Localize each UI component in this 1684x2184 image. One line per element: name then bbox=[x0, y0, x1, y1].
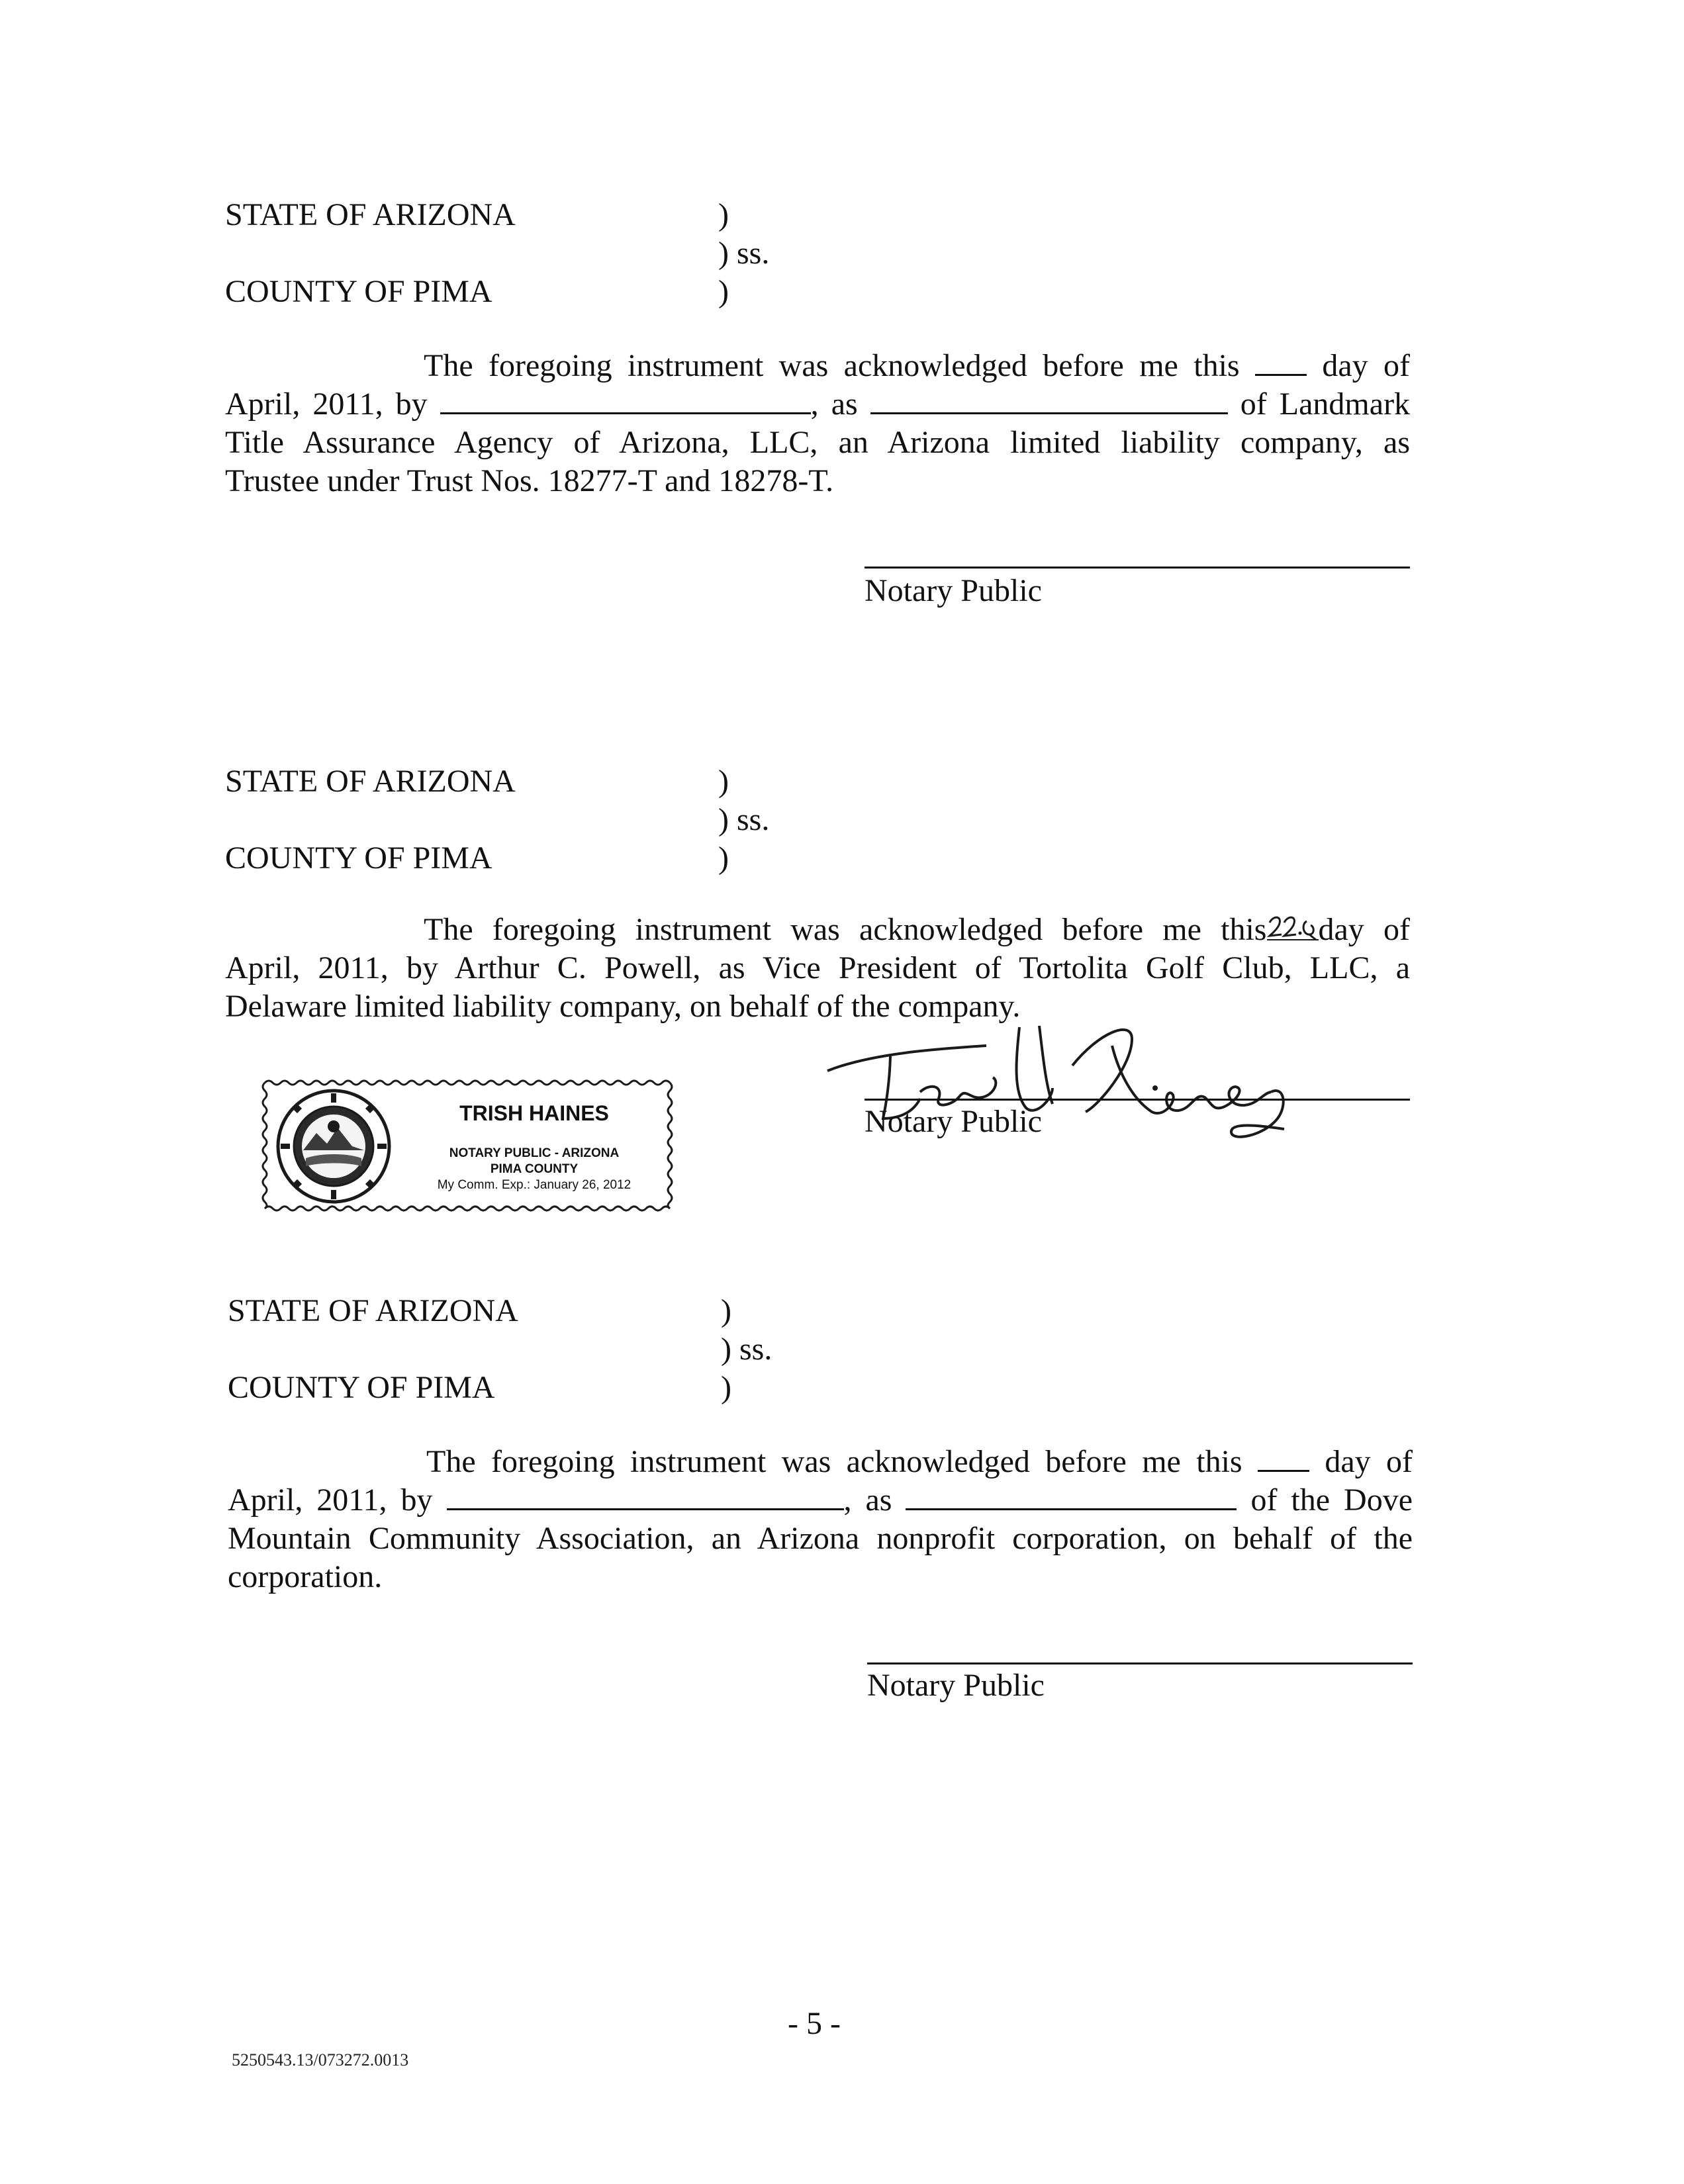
venue-ss: ) ss. bbox=[721, 1332, 772, 1367]
acknowledgment-paragraph-1 bbox=[225, 347, 1410, 500]
venue-paren: ) bbox=[718, 274, 729, 309]
venue-paren: ) bbox=[718, 764, 729, 799]
ack-text: The foregoing instrument was acknowledged before me this bbox=[424, 912, 1267, 947]
venue-ss: ) ss. bbox=[718, 236, 770, 271]
ack-text: of Landmark bbox=[1240, 387, 1411, 422]
venue-block-1 bbox=[225, 196, 821, 315]
ack-text: Mountain Community Association, an Arizona nonprofit corporation, on behalf of the bbox=[228, 1521, 1413, 1556]
ack-text: Trustee under Trust Nos. 18277-T and 18278-T. bbox=[225, 463, 834, 498]
signature-line bbox=[865, 1099, 1410, 1101]
stamp-title: NOTARY PUBLIC - ARIZONA bbox=[449, 1146, 620, 1160]
ack-text: , as bbox=[843, 1482, 892, 1518]
notary-public-label: Notary Public bbox=[865, 573, 1042, 608]
venue-block-3 bbox=[228, 1292, 823, 1411]
ack-text: day of bbox=[1325, 1444, 1413, 1479]
stamp-county: PIMA COUNTY bbox=[490, 1162, 579, 1176]
ack-text: The foregoing instrument was acknowledged before me this bbox=[426, 1444, 1242, 1479]
venue-paren: ) bbox=[718, 197, 729, 232]
venue-state: STATE OF ARIZONA bbox=[228, 1293, 518, 1328]
title-blank[interactable] bbox=[870, 386, 1228, 414]
venue-paren: ) bbox=[721, 1370, 731, 1405]
day-blank[interactable] bbox=[1255, 347, 1307, 376]
ack-text: Title Assurance Agency of Arizona, LLC, an Arizona limited liability company, as bbox=[225, 425, 1410, 460]
document-id: 5250543.13/073272.0013 bbox=[232, 2050, 409, 2070]
handwritten-day bbox=[1267, 913, 1319, 940]
stamp-notary-name: TRISH HAINES bbox=[459, 1101, 609, 1125]
venue-ss: ) ss. bbox=[718, 802, 770, 837]
ack-text: April, 2011, by bbox=[228, 1482, 433, 1518]
venue-county: COUNTY OF PIMA bbox=[228, 1370, 495, 1405]
name-blank[interactable] bbox=[440, 386, 811, 414]
notary-stamp bbox=[259, 1077, 675, 1214]
venue-state: STATE OF ARIZONA bbox=[225, 197, 516, 232]
venue-county: COUNTY OF PIMA bbox=[225, 274, 492, 309]
name-blank[interactable] bbox=[447, 1482, 844, 1510]
signature-line bbox=[867, 1662, 1413, 1664]
acknowledgment-paragraph-3 bbox=[228, 1443, 1413, 1596]
page-number: - 5 - bbox=[788, 2006, 841, 2041]
ack-text: April, 2011, by bbox=[225, 387, 428, 422]
ack-text: of the Dove bbox=[1250, 1482, 1413, 1518]
venue-block-2 bbox=[225, 762, 821, 882]
ack-text: day of bbox=[1318, 912, 1411, 947]
state-seal-icon bbox=[274, 1087, 393, 1206]
ack-text: , as bbox=[810, 387, 858, 422]
venue-county: COUNTY OF PIMA bbox=[225, 841, 492, 876]
title-blank[interactable] bbox=[906, 1482, 1237, 1510]
ack-text: corporation. bbox=[228, 1559, 383, 1594]
stamp-commission-expiry: My Comm. Exp.: January 26, 2012 bbox=[437, 1178, 632, 1192]
signature-line bbox=[865, 567, 1410, 569]
venue-paren: ) bbox=[721, 1293, 731, 1328]
notary-public-label: Notary Public bbox=[867, 1668, 1045, 1703]
notary-public-label: Notary Public bbox=[865, 1104, 1042, 1139]
venue-paren: ) bbox=[718, 841, 729, 876]
day-blank[interactable] bbox=[1258, 1443, 1309, 1472]
ack-text: day of bbox=[1322, 348, 1411, 383]
venue-state: STATE OF ARIZONA bbox=[225, 764, 516, 799]
ack-text: April, 2011, by Arthur C. Powell, as Vice President of Tortolita Golf Club, LLC, a bbox=[225, 950, 1410, 985]
ack-text: Delaware limited liability company, on behalf of the company. bbox=[225, 989, 1021, 1024]
ack-text: The foregoing instrument was acknowledged before me this bbox=[424, 348, 1240, 383]
acknowledgment-paragraph-2 bbox=[225, 911, 1410, 1026]
